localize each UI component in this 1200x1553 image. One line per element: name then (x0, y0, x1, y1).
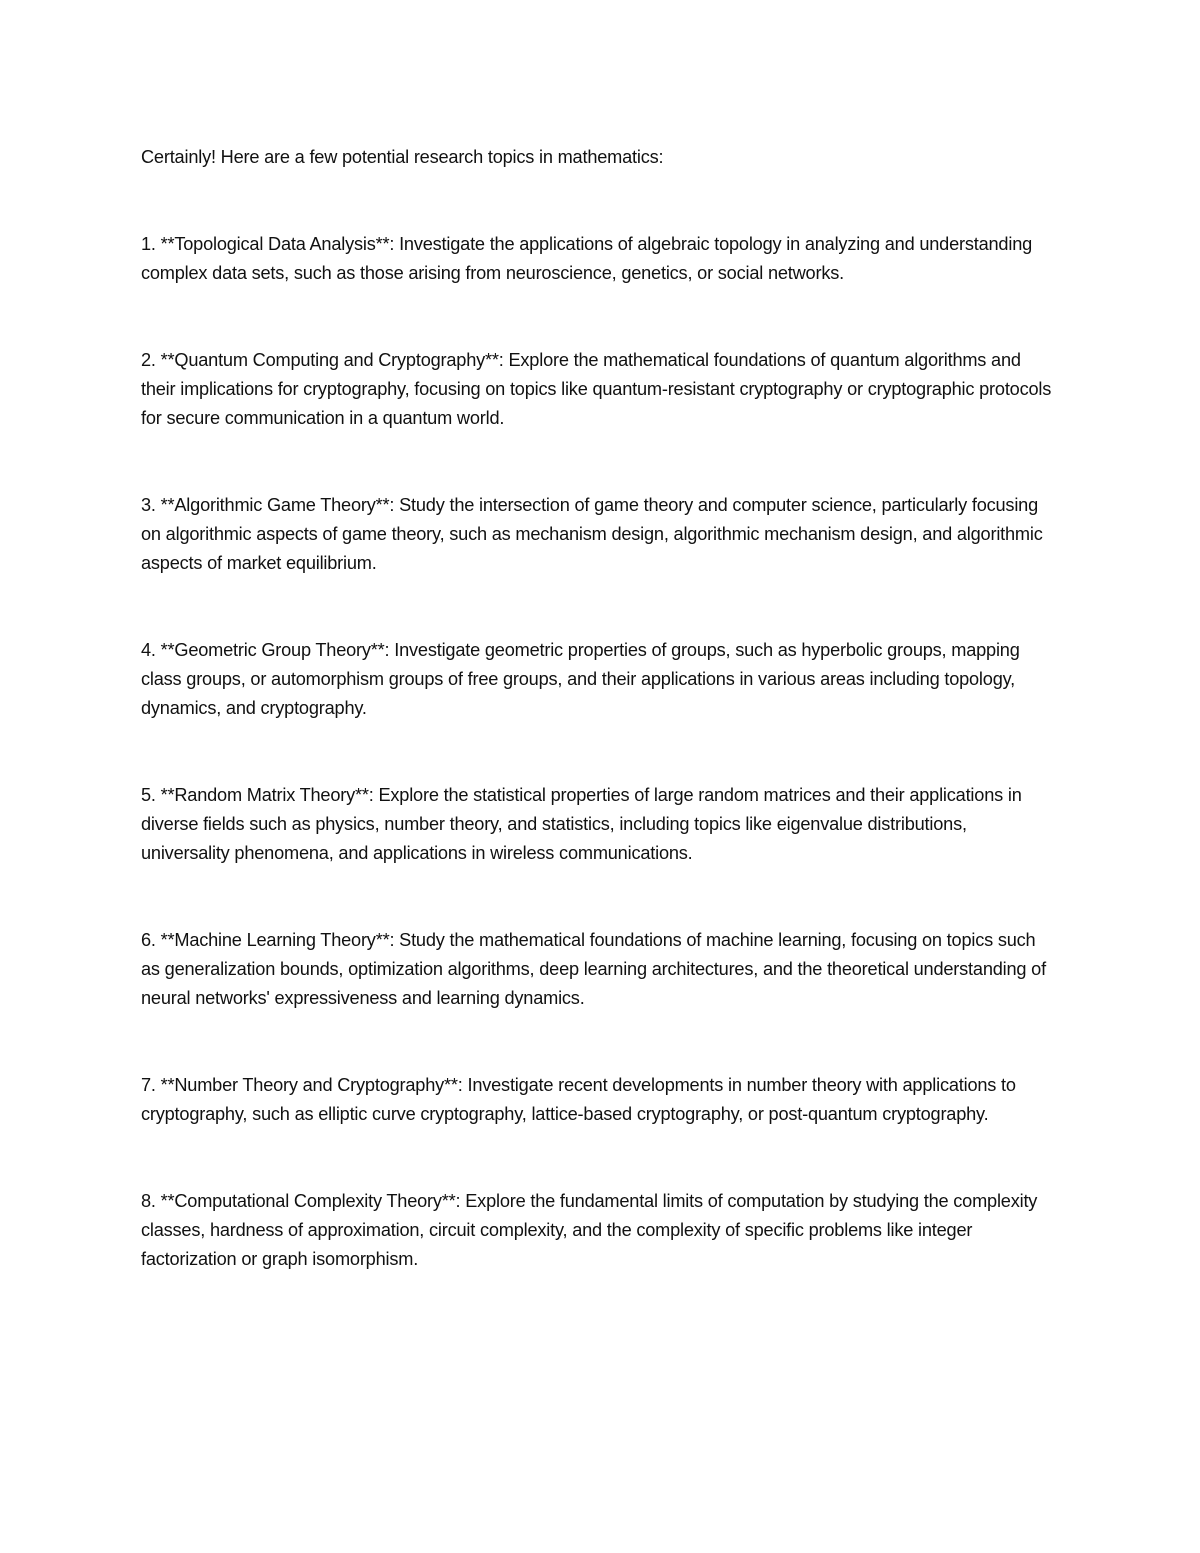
list-item (141, 636, 1059, 723)
list-item (141, 781, 1059, 868)
list-item (141, 230, 1059, 288)
list-item (141, 491, 1059, 578)
list-item-text: 5. **Random Matrix Theory**: Explore the statistical properties of large random matrices and their applications in diverse fields such as physics, number theory, and statistics, including topics like eigenvalue distributions, universality phenomena, and applications in wireless communications. (141, 785, 1022, 863)
document-body (141, 143, 1059, 1274)
list-item (141, 346, 1059, 433)
list-item (141, 926, 1059, 1013)
list-item-text: 8. **Computational Complexity Theory**: Explore the fundamental limits of computation by studying the complexity classes, hardness of approximation, circuit complexity, and the complexity of specific problems like integer factorization or graph isomorphism. (141, 1191, 1038, 1269)
list-item-text: 4. **Geometric Group Theory**: Investigate geometric properties of groups, such as hyperbolic groups, mapping class groups, or automorphism groups of free groups, and their applications in various areas including topology, dynamics, and cryptography. (141, 640, 1020, 718)
list-item-text: 3. **Algorithmic Game Theory**: Study the intersection of game theory and computer science, particularly focusing on algorithmic aspects of game theory, such as mechanism design, algorithmic mechanism design, and algorithmic aspects of market equilibrium. (141, 495, 1043, 573)
list-item-text: 6. **Machine Learning Theory**: Study the mathematical foundations of machine learning, focusing on topics such as generalization bounds, optimization algorithms, deep learning architectures, and the theoretical understanding of neural networks' expressiveness and learning dynamics. (141, 930, 1046, 1008)
list-item-text: 1. **Topological Data Analysis**: Investigate the applications of algebraic topology in analyzing and understanding complex data sets, such as those arising from neuroscience, genetics, or social networks. (141, 234, 1033, 283)
list-item-text: 2. **Quantum Computing and Cryptography**: Explore the mathematical foundations of quantum algorithms and their implications for cryptography, focusing on topics like quantum-resistant cryptography or cryptographic protocols for secure communication in a quantum world. (141, 350, 1052, 428)
intro-paragraph: Certainly! Here are a few potential research topics in mathematics: (141, 147, 664, 167)
list-item (141, 1071, 1059, 1129)
list-item (141, 1187, 1059, 1274)
list-item-text: 7. **Number Theory and Cryptography**: Investigate recent developments in number theory with applications to cryptography, such as elliptic curve cryptography, lattice-based cryptography, or post-quantum cryptography. (141, 1075, 1016, 1124)
